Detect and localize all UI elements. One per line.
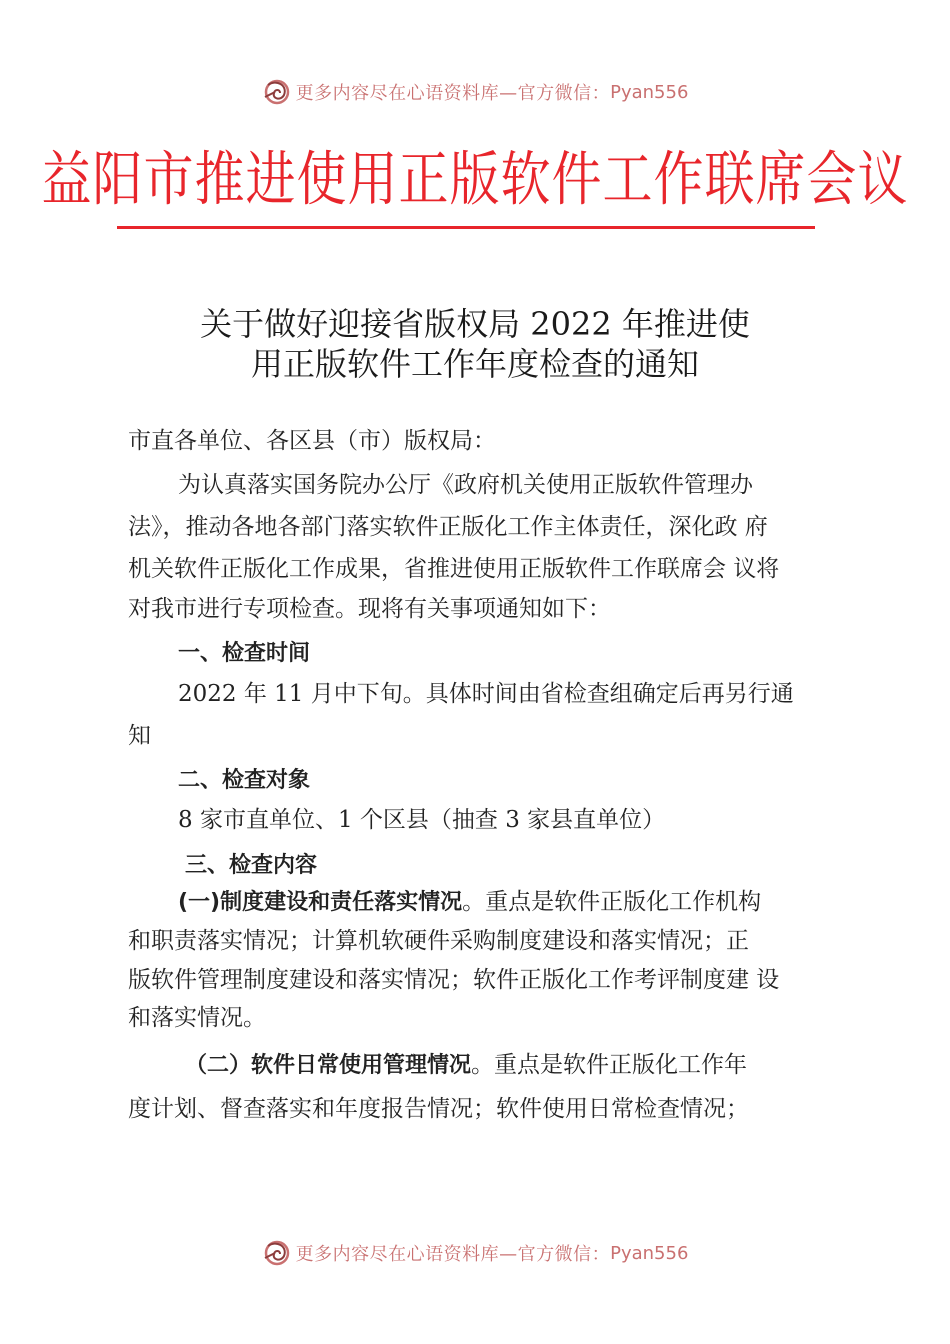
- watermark-id: Pyan556: [610, 81, 689, 103]
- doc-title-line1: 关于做好迎接省版权局 2022 年推进使: [200, 305, 750, 343]
- section3-heading: 三、检查内容: [185, 853, 318, 878]
- item2-line-1: [185, 1049, 747, 1082]
- item2-line-2: 度计划、督查落实和年度报告情况；软件使用日常检查情况；: [128, 1096, 749, 1122]
- section2-line: 8 家市直单位、1 个区县（抽查 3 家县直单位）: [178, 807, 666, 833]
- section1-line-1: 2022 年 11 月中下旬。具体时间由省检查组确定后再另行通: [178, 681, 794, 707]
- section1-heading: 一、检查时间: [178, 641, 311, 666]
- item2-lead: （二）软件日常使用管理情况: [185, 1053, 472, 1078]
- item1-line-2: 和职责落实情况；计算机软硬件采购制度建设和落实情况；正: [128, 928, 749, 954]
- doc-title-line2: 用正版软件工作年度检查的通知: [250, 345, 699, 383]
- item1-line-1: [178, 886, 761, 919]
- item2-rest: 。重点是软件正版化工作年: [471, 1052, 748, 1078]
- item1-line-4: 和落实情况。: [128, 1005, 266, 1031]
- watermark-text: 更多内容尽在心语资料库—官方微信：: [295, 1244, 611, 1265]
- salutation: 市直各单位、各区县（市）版权局：: [128, 428, 496, 454]
- swirl-logo-icon: [262, 77, 292, 107]
- header-divider: [117, 226, 815, 229]
- intro-line-1: 为认真落实国务院办公厅《政府机关使用正版软件管理办: [178, 472, 753, 498]
- intro-line-4: 对我市进行专项检查。现将有关事项通知如下：: [128, 596, 611, 622]
- section1-line-2: 知: [128, 723, 151, 749]
- org-header-title: 益阳市推进使用正版软件工作联席会议: [41, 144, 909, 214]
- item1-line-3: 版软件管理制度建设和落实情况；软件正版化工作考评制度建 设: [128, 967, 780, 993]
- swirl-logo-icon: [262, 1238, 292, 1268]
- intro-line-3: 机关软件正版化工作成果，省推进使用正版软件工作联席会 议将: [128, 556, 780, 582]
- item1-lead: (一)制度建设和责任落实情况: [178, 890, 463, 915]
- section2-heading: 二、检查对象: [178, 768, 311, 793]
- watermark-text: 更多内容尽在心语资料库—官方微信：: [295, 83, 611, 104]
- watermark-bottom: [0, 1236, 950, 1270]
- item1-rest: 。重点是软件正版化工作机构: [462, 889, 762, 915]
- intro-line-2: 法》，推动各地各部门落实软件正版化工作主体责任，深化政 府: [128, 514, 768, 540]
- watermark-id: Pyan556: [610, 1242, 689, 1264]
- watermark-top: [0, 75, 950, 109]
